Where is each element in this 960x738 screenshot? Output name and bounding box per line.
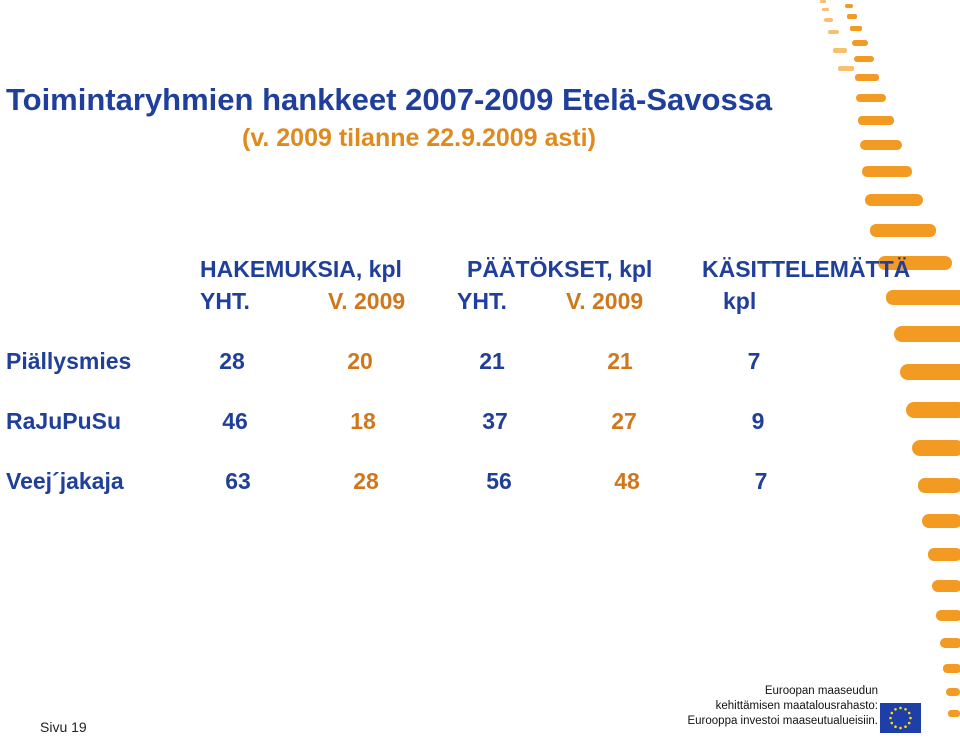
header-applications-total: YHT. [200,288,250,314]
cell-value: 9 [751,408,765,434]
cell-value: 18 [350,408,376,434]
cell-value: 37 [482,408,508,434]
eu-line-1: Euroopan maaseudun [764,685,878,697]
cell-value: 48 [614,468,640,494]
slide-title: Toimintaryhmien hankkeet 2007-2009 Etelä-Savossa [6,82,773,117]
row-label-piallysmies: Piällysmies [6,348,132,374]
slide-subtitle: (v. 2009 tilanne 22.9.2009 asti) [242,124,596,152]
cell-value: 56 [486,468,512,494]
cell-value: 7 [747,348,761,374]
header-decisions-total: YHT. [457,288,507,314]
eu-line-3: Eurooppa investoi maaseutualueisiin. [687,715,878,727]
decorative-orange-streaks [800,0,960,738]
header-decisions-2009: V. 2009 [566,288,644,314]
page-number: Sivu 19 [40,719,87,735]
cell-value: 21 [607,348,633,374]
header-decisions: PÄÄTÖKSET, kpl [467,256,653,282]
row-label-rajupusu: RaJuPuSu [6,408,122,434]
cell-value: 46 [222,408,248,434]
cell-value: 28 [353,468,379,494]
eu-flag-icon [880,703,921,733]
row-label-veejjakaja: Veej´jakaja [6,468,124,494]
cell-value: 7 [754,468,768,494]
eu-funding-text [687,684,878,729]
cell-value: 20 [347,348,373,374]
header-unprocessed: KÄSITTELEMÄTTÄ [702,256,911,282]
cell-value: 27 [611,408,637,434]
eu-line-2: kehittämisen maatalousrahasto: [715,700,878,712]
cell-value: 63 [225,468,251,494]
header-applications: HAKEMUKSIA, kpl [200,256,402,282]
header-applications-2009: V. 2009 [328,288,406,314]
cell-value: 28 [219,348,245,374]
header-unprocessed-unit: kpl [723,288,757,314]
cell-value: 21 [479,348,505,374]
